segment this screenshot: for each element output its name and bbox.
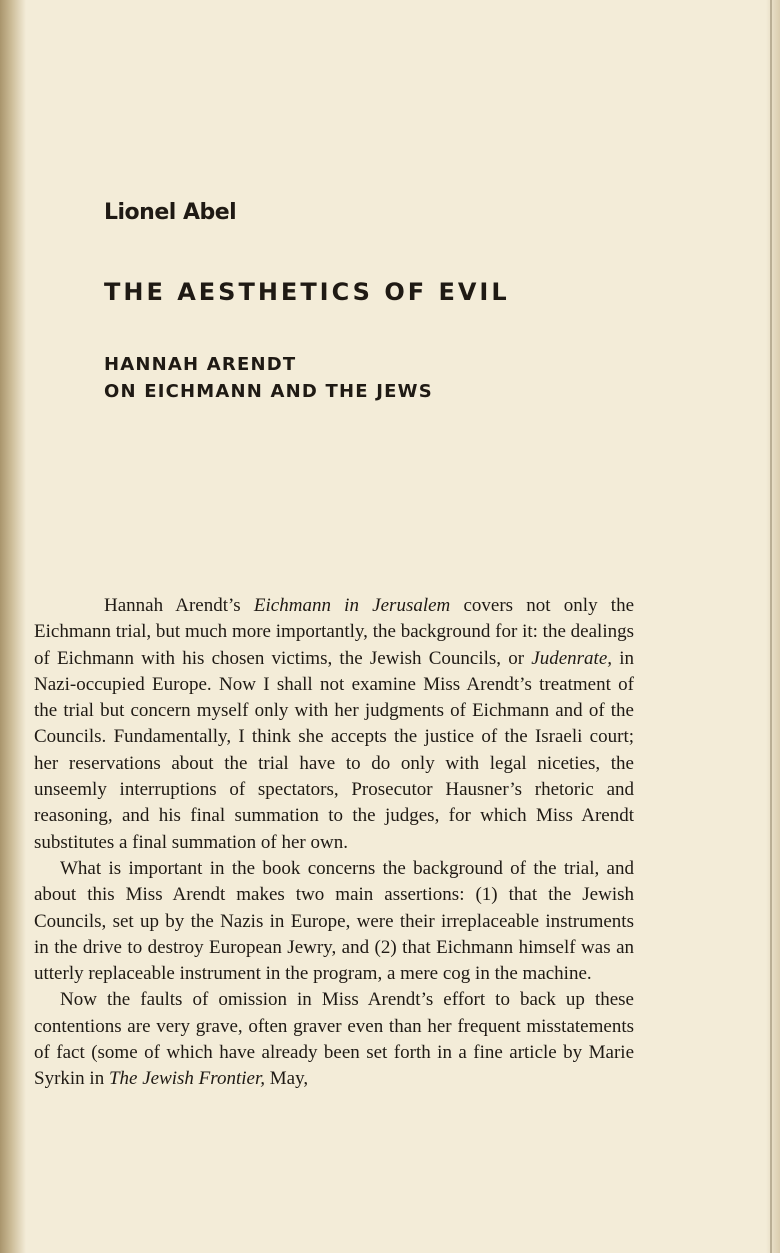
paragraph-3 xyxy=(34,987,634,1092)
book-spine-shadow xyxy=(0,0,26,1253)
paragraph-1-text-b: covers not only the Eichmann trial, but much more importantly, the background for it: the dealings of Eichmann with his chosen victims, the Jewish Councils, or xyxy=(34,595,634,669)
article-body xyxy=(34,593,634,1093)
article-title: THE AESTHETICS OF EVIL xyxy=(104,278,510,306)
paragraph-3-text-b: May, xyxy=(265,1068,309,1090)
article-subtitle xyxy=(104,351,433,405)
book-title-italic: Eichmann in Jerusalem xyxy=(253,595,451,616)
paragraph-3-text-a: Now the faults of omission in Miss Arendt’s effort to back up these contentions are very grave, often graver even than her frequent misstatements of fact (some of which have already been set forth in a fine article by Marie Syrkin in xyxy=(34,989,634,1090)
page-edge-shadow xyxy=(766,0,780,1253)
paragraph-2: What is important in the book concerns the background of the trial, and about this Miss Arendt makes two main assertions: (1) that the Jewish Councils, set up by the Nazis in Europe, were their irreplaceable instruments in the drive to destroy European Jewry, and (2) that Eichmann himself was an utterly replaceable instrument in the program, a mere cog in the machine. xyxy=(34,857,634,985)
paragraph-1-text-a: Hannah Arendt’s xyxy=(104,595,254,616)
author-name: Lionel Abel xyxy=(104,200,237,225)
journal-title-italic: The Jewish Frontier, xyxy=(108,1068,265,1090)
subtitle-line-2: ON EICHMANN AND THE JEWS xyxy=(104,381,433,402)
page-edge-line xyxy=(770,0,772,1253)
paragraph-1 xyxy=(34,593,634,856)
subtitle-line-1: HANNAH ARENDT xyxy=(104,354,297,375)
paragraph-1-text-c: in Nazi-occupied Europe. Now I shall not examine Miss Arendt’s treatment of the trial but concern myself only with her judgments of Eichmann and of the Councils. Fundamentally, I think she accepts the justice of the Israeli court; her reservations about the trial have to do only with legal niceties, the unseemly interruptions of spectators, Prosecutor Hausner’s rhetoric and reasoning, and his final summation to the judges, for which Miss Arendt substitutes a final summation of her own. xyxy=(34,647,634,853)
judenrate-italic: Judenrate, xyxy=(531,647,613,669)
